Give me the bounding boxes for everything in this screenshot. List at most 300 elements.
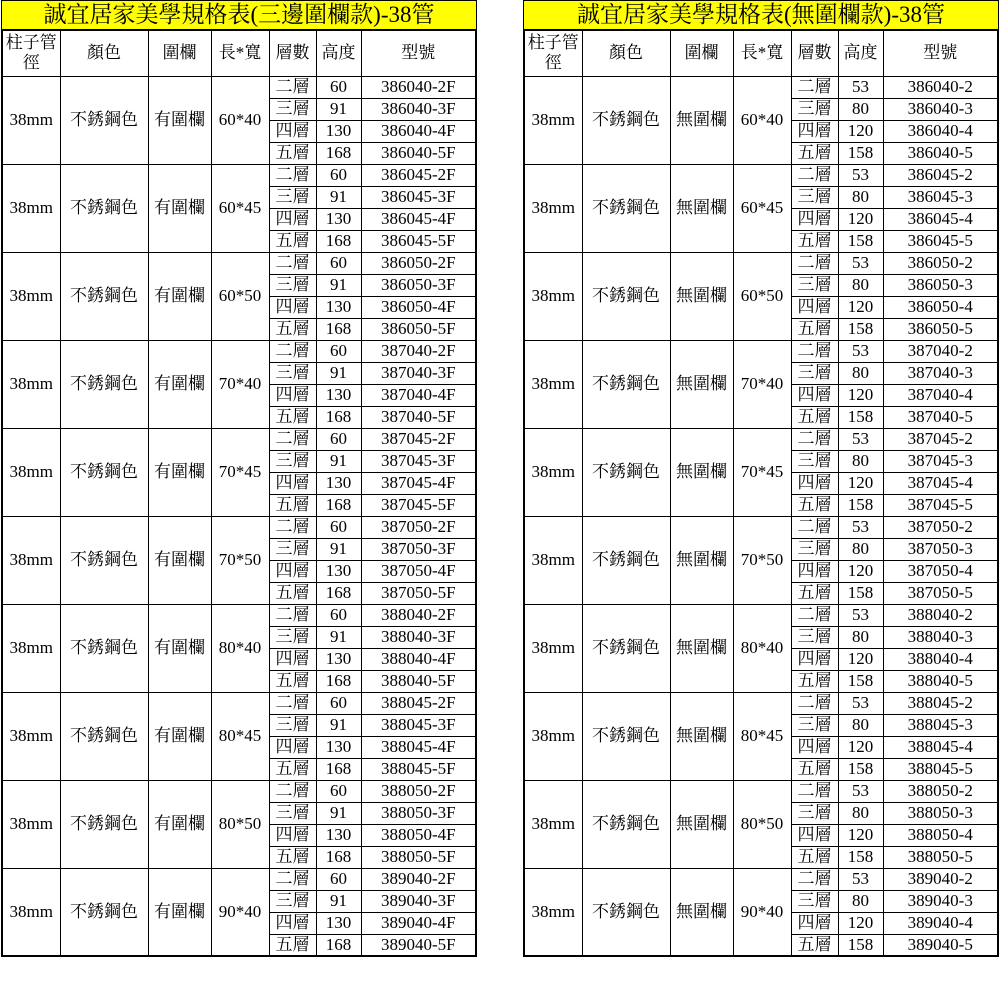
height-cell: 158 [838, 230, 883, 252]
model-cell: 387045-4 [883, 472, 998, 494]
layers-cell: 二層 [269, 868, 316, 890]
height-cell: 91 [316, 362, 361, 384]
layers-cell: 四層 [791, 384, 838, 406]
spec-row [2, 340, 476, 362]
model-cell: 386045-2F [361, 164, 476, 186]
height-cell: 53 [838, 516, 883, 538]
height-cell: 120 [838, 384, 883, 406]
fence-cell: 無圍欄 [670, 428, 733, 516]
model-cell: 386050-5F [361, 318, 476, 340]
height-cell: 168 [316, 230, 361, 252]
model-cell: 388045-4F [361, 736, 476, 758]
color-cell: 不銹鋼色 [60, 868, 148, 956]
spec-row [524, 76, 998, 98]
spec-row [524, 780, 998, 802]
diameter-cell: 38mm [2, 76, 60, 164]
layers-cell: 五層 [791, 142, 838, 164]
layers-cell: 二層 [791, 516, 838, 538]
height-cell: 60 [316, 868, 361, 890]
diameter-cell: 38mm [524, 164, 582, 252]
fence-cell: 有圍欄 [148, 516, 211, 604]
model-cell: 386050-2F [361, 252, 476, 274]
height-cell: 120 [838, 736, 883, 758]
layers-cell: 四層 [269, 120, 316, 142]
height-cell: 60 [316, 692, 361, 714]
height-cell: 130 [316, 296, 361, 318]
height-cell: 120 [838, 120, 883, 142]
layers-cell: 四層 [269, 912, 316, 934]
layers-cell: 三層 [791, 450, 838, 472]
model-cell: 387045-2 [883, 428, 998, 450]
size-cell: 80*40 [733, 604, 791, 692]
height-cell: 158 [838, 318, 883, 340]
model-cell: 386040-4 [883, 120, 998, 142]
header-layers: 層數 [269, 30, 316, 76]
height-cell: 53 [838, 252, 883, 274]
model-cell: 386040-2 [883, 76, 998, 98]
size-cell: 90*40 [211, 868, 269, 956]
height-cell: 130 [316, 912, 361, 934]
spec-row [2, 164, 476, 186]
model-cell: 386045-4 [883, 208, 998, 230]
header-fence: 圍欄 [148, 30, 211, 76]
height-cell: 158 [838, 934, 883, 956]
size-cell: 80*45 [211, 692, 269, 780]
model-cell: 386040-5F [361, 142, 476, 164]
fence-cell: 有圍欄 [148, 76, 211, 164]
size-cell: 60*50 [211, 252, 269, 340]
model-cell: 387045-5F [361, 494, 476, 516]
fence-cell: 無圍欄 [670, 868, 733, 956]
header-diameter: 柱子管徑 [524, 30, 582, 76]
layers-cell: 四層 [791, 648, 838, 670]
layers-cell: 五層 [791, 406, 838, 428]
header-color: 顏色 [582, 30, 670, 76]
layers-cell: 四層 [791, 912, 838, 934]
model-cell: 388040-5F [361, 670, 476, 692]
model-cell: 389040-2F [361, 868, 476, 890]
model-cell: 388050-2F [361, 780, 476, 802]
height-cell: 130 [316, 648, 361, 670]
model-cell: 387045-3 [883, 450, 998, 472]
layers-cell: 五層 [269, 142, 316, 164]
model-cell: 389040-4F [361, 912, 476, 934]
spec-row [2, 692, 476, 714]
size-cell: 70*45 [733, 428, 791, 516]
model-cell: 387045-3F [361, 450, 476, 472]
height-cell: 158 [838, 846, 883, 868]
header-color: 顏色 [60, 30, 148, 76]
header-fence: 圍欄 [670, 30, 733, 76]
model-cell: 387050-2F [361, 516, 476, 538]
spec-row [2, 76, 476, 98]
height-cell: 91 [316, 274, 361, 296]
model-cell: 386050-4F [361, 296, 476, 318]
height-cell: 80 [838, 538, 883, 560]
layers-cell: 五層 [791, 846, 838, 868]
diameter-cell: 38mm [2, 868, 60, 956]
layers-cell: 二層 [269, 252, 316, 274]
model-cell: 386045-3 [883, 186, 998, 208]
layers-cell: 四層 [791, 560, 838, 582]
layers-cell: 四層 [791, 120, 838, 142]
height-cell: 80 [838, 714, 883, 736]
size-cell: 60*45 [733, 164, 791, 252]
layers-cell: 五層 [791, 318, 838, 340]
height-cell: 53 [838, 428, 883, 450]
layers-cell: 五層 [269, 318, 316, 340]
model-cell: 387040-4 [883, 384, 998, 406]
height-cell: 60 [316, 516, 361, 538]
height-cell: 158 [838, 494, 883, 516]
layers-cell: 五層 [269, 670, 316, 692]
header-height: 高度 [316, 30, 361, 76]
height-cell: 80 [838, 890, 883, 912]
model-cell: 386050-2 [883, 252, 998, 274]
color-cell: 不銹鋼色 [582, 76, 670, 164]
color-cell: 不銹鋼色 [582, 692, 670, 780]
layers-cell: 四層 [791, 472, 838, 494]
model-cell: 388050-4 [883, 824, 998, 846]
model-cell: 386045-2 [883, 164, 998, 186]
fence-cell: 無圍欄 [670, 604, 733, 692]
height-cell: 130 [316, 472, 361, 494]
height-cell: 120 [838, 648, 883, 670]
layers-cell: 五層 [269, 406, 316, 428]
height-cell: 168 [316, 846, 361, 868]
layers-cell: 二層 [791, 868, 838, 890]
layers-cell: 三層 [791, 626, 838, 648]
height-cell: 80 [838, 186, 883, 208]
height-cell: 60 [316, 780, 361, 802]
model-cell: 388050-5F [361, 846, 476, 868]
fence-cell: 無圍欄 [670, 340, 733, 428]
model-cell: 388050-3F [361, 802, 476, 824]
spec-row [2, 428, 476, 450]
model-cell: 386050-3 [883, 274, 998, 296]
header-model: 型號 [361, 30, 476, 76]
model-cell: 386040-3F [361, 98, 476, 120]
size-cell: 80*50 [733, 780, 791, 868]
color-cell: 不銹鋼色 [582, 604, 670, 692]
model-cell: 388045-5 [883, 758, 998, 780]
model-cell: 387050-5F [361, 582, 476, 604]
fence-cell: 有圍欄 [148, 340, 211, 428]
spec-row [524, 428, 998, 450]
diameter-cell: 38mm [524, 252, 582, 340]
layers-cell: 二層 [791, 252, 838, 274]
fence-cell: 無圍欄 [670, 252, 733, 340]
header-size: 長*寬 [211, 30, 269, 76]
height-cell: 130 [316, 560, 361, 582]
diameter-cell: 38mm [2, 692, 60, 780]
model-cell: 388045-2 [883, 692, 998, 714]
layers-cell: 二層 [791, 340, 838, 362]
model-cell: 388045-4 [883, 736, 998, 758]
color-cell: 不銹鋼色 [60, 516, 148, 604]
size-cell: 90*40 [733, 868, 791, 956]
model-cell: 387050-4F [361, 560, 476, 582]
height-cell: 60 [316, 604, 361, 626]
size-cell: 60*50 [733, 252, 791, 340]
model-cell: 389040-4 [883, 912, 998, 934]
height-cell: 53 [838, 604, 883, 626]
model-cell: 387040-5 [883, 406, 998, 428]
height-cell: 158 [838, 670, 883, 692]
diameter-cell: 38mm [2, 428, 60, 516]
layers-cell: 四層 [269, 736, 316, 758]
spec-row [524, 604, 998, 626]
spec-row [2, 780, 476, 802]
layers-cell: 二層 [269, 340, 316, 362]
layers-cell: 三層 [791, 362, 838, 384]
layers-cell: 二層 [269, 164, 316, 186]
layers-cell: 五層 [791, 494, 838, 516]
height-cell: 80 [838, 98, 883, 120]
layers-cell: 五層 [269, 494, 316, 516]
layers-cell: 四層 [269, 824, 316, 846]
height-cell: 120 [838, 560, 883, 582]
height-cell: 168 [316, 934, 361, 956]
diameter-cell: 38mm [524, 780, 582, 868]
layers-cell: 二層 [269, 780, 316, 802]
height-cell: 53 [838, 164, 883, 186]
fence-cell: 無圍欄 [670, 692, 733, 780]
model-cell: 387040-3 [883, 362, 998, 384]
table-title-unfenced: 誠宜居家美學規格表(無圍欄款)-38管 [523, 0, 999, 29]
color-cell: 不銹鋼色 [60, 76, 148, 164]
height-cell: 130 [316, 736, 361, 758]
size-cell: 80*45 [733, 692, 791, 780]
height-cell: 53 [838, 868, 883, 890]
table-block-unfenced [523, 0, 999, 957]
height-cell: 53 [838, 692, 883, 714]
color-cell: 不銹鋼色 [60, 252, 148, 340]
fence-cell: 無圍欄 [670, 516, 733, 604]
layers-cell: 五層 [791, 582, 838, 604]
height-cell: 91 [316, 626, 361, 648]
layers-cell: 五層 [269, 846, 316, 868]
diameter-cell: 38mm [524, 76, 582, 164]
header-height: 高度 [838, 30, 883, 76]
table-title-fenced: 誠宜居家美學規格表(三邊圍欄款)-38管 [1, 0, 477, 29]
fence-cell: 有圍欄 [148, 780, 211, 868]
layers-cell: 四層 [269, 384, 316, 406]
diameter-cell: 38mm [2, 252, 60, 340]
layers-cell: 四層 [269, 560, 316, 582]
spec-row [524, 868, 998, 890]
height-cell: 60 [316, 428, 361, 450]
height-cell: 130 [316, 208, 361, 230]
layers-cell: 二層 [791, 164, 838, 186]
diameter-cell: 38mm [524, 428, 582, 516]
layers-cell: 三層 [791, 538, 838, 560]
model-cell: 388050-4F [361, 824, 476, 846]
height-cell: 158 [838, 582, 883, 604]
model-cell: 387045-4F [361, 472, 476, 494]
model-cell: 389040-2 [883, 868, 998, 890]
model-cell: 386050-3F [361, 274, 476, 296]
height-cell: 120 [838, 912, 883, 934]
fence-cell: 有圍欄 [148, 428, 211, 516]
diameter-cell: 38mm [524, 516, 582, 604]
model-cell: 386045-5F [361, 230, 476, 252]
layers-cell: 五層 [269, 230, 316, 252]
height-cell: 120 [838, 824, 883, 846]
model-cell: 387045-2F [361, 428, 476, 450]
model-cell: 388045-3F [361, 714, 476, 736]
model-cell: 389040-3 [883, 890, 998, 912]
height-cell: 120 [838, 208, 883, 230]
fence-cell: 有圍欄 [148, 164, 211, 252]
model-cell: 387050-4 [883, 560, 998, 582]
layers-cell: 二層 [269, 692, 316, 714]
height-cell: 60 [316, 252, 361, 274]
spec-table-unfenced [523, 29, 999, 957]
height-cell: 53 [838, 340, 883, 362]
layers-cell: 二層 [791, 76, 838, 98]
model-cell: 388045-3 [883, 714, 998, 736]
color-cell: 不銹鋼色 [60, 340, 148, 428]
layers-cell: 三層 [791, 186, 838, 208]
spec-row [2, 252, 476, 274]
size-cell: 70*45 [211, 428, 269, 516]
size-cell: 60*45 [211, 164, 269, 252]
model-cell: 387040-2 [883, 340, 998, 362]
height-cell: 168 [316, 142, 361, 164]
layers-cell: 三層 [791, 98, 838, 120]
layers-cell: 三層 [269, 890, 316, 912]
table-block-fenced [1, 0, 477, 957]
fence-cell: 無圍欄 [670, 780, 733, 868]
height-cell: 80 [838, 626, 883, 648]
height-cell: 60 [316, 76, 361, 98]
color-cell: 不銹鋼色 [582, 516, 670, 604]
layers-cell: 五層 [791, 758, 838, 780]
height-cell: 130 [316, 120, 361, 142]
layers-cell: 三層 [269, 802, 316, 824]
size-cell: 70*50 [211, 516, 269, 604]
spec-row [2, 868, 476, 890]
diameter-cell: 38mm [2, 164, 60, 252]
height-cell: 168 [316, 318, 361, 340]
layers-cell: 四層 [269, 648, 316, 670]
layers-cell: 三層 [269, 186, 316, 208]
fence-cell: 有圍欄 [148, 604, 211, 692]
header-row [2, 30, 476, 76]
color-cell: 不銹鋼色 [582, 252, 670, 340]
model-cell: 387040-3F [361, 362, 476, 384]
color-cell: 不銹鋼色 [582, 780, 670, 868]
layers-cell: 四層 [269, 296, 316, 318]
size-cell: 80*50 [211, 780, 269, 868]
color-cell: 不銹鋼色 [60, 780, 148, 868]
height-cell: 60 [316, 340, 361, 362]
model-cell: 389040-5 [883, 934, 998, 956]
height-cell: 60 [316, 164, 361, 186]
height-cell: 168 [316, 670, 361, 692]
diameter-cell: 38mm [524, 868, 582, 956]
spec-row [524, 252, 998, 274]
model-cell: 388050-2 [883, 780, 998, 802]
layers-cell: 五層 [269, 758, 316, 780]
height-cell: 130 [316, 384, 361, 406]
layers-cell: 三層 [269, 714, 316, 736]
height-cell: 91 [316, 802, 361, 824]
height-cell: 158 [838, 406, 883, 428]
header-diameter: 柱子管徑 [2, 30, 60, 76]
spec-row [524, 692, 998, 714]
height-cell: 53 [838, 780, 883, 802]
height-cell: 120 [838, 472, 883, 494]
spec-row [524, 340, 998, 362]
height-cell: 158 [838, 758, 883, 780]
layers-cell: 四層 [791, 736, 838, 758]
height-cell: 53 [838, 76, 883, 98]
diameter-cell: 38mm [524, 604, 582, 692]
color-cell: 不銹鋼色 [582, 340, 670, 428]
model-cell: 388050-3 [883, 802, 998, 824]
layers-cell: 二層 [791, 780, 838, 802]
height-cell: 80 [838, 802, 883, 824]
size-cell: 60*40 [733, 76, 791, 164]
layers-cell: 四層 [269, 208, 316, 230]
layers-cell: 三層 [791, 274, 838, 296]
layers-cell: 三層 [269, 274, 316, 296]
layers-cell: 四層 [791, 208, 838, 230]
model-cell: 388045-2F [361, 692, 476, 714]
layers-cell: 二層 [269, 76, 316, 98]
layers-cell: 二層 [791, 692, 838, 714]
height-cell: 168 [316, 494, 361, 516]
height-cell: 80 [838, 274, 883, 296]
diameter-cell: 38mm [524, 692, 582, 780]
color-cell: 不銹鋼色 [60, 604, 148, 692]
color-cell: 不銹鋼色 [60, 692, 148, 780]
layers-cell: 四層 [791, 824, 838, 846]
spec-row [524, 164, 998, 186]
spec-table-fenced [1, 29, 477, 957]
model-cell: 388040-4F [361, 648, 476, 670]
layers-cell: 三層 [791, 802, 838, 824]
spec-row [524, 516, 998, 538]
model-cell: 386045-5 [883, 230, 998, 252]
model-cell: 387050-5 [883, 582, 998, 604]
color-cell: 不銹鋼色 [582, 428, 670, 516]
color-cell: 不銹鋼色 [60, 164, 148, 252]
height-cell: 168 [316, 758, 361, 780]
height-cell: 91 [316, 450, 361, 472]
model-cell: 389040-5F [361, 934, 476, 956]
layers-cell: 五層 [269, 934, 316, 956]
model-cell: 386045-3F [361, 186, 476, 208]
model-cell: 386050-4 [883, 296, 998, 318]
height-cell: 130 [316, 824, 361, 846]
layers-cell: 二層 [791, 604, 838, 626]
model-cell: 386040-2F [361, 76, 476, 98]
spec-row [2, 516, 476, 538]
size-cell: 70*50 [733, 516, 791, 604]
model-cell: 388040-2 [883, 604, 998, 626]
layers-cell: 四層 [791, 296, 838, 318]
model-cell: 387050-2 [883, 516, 998, 538]
height-cell: 80 [838, 362, 883, 384]
layers-cell: 二層 [269, 604, 316, 626]
layers-cell: 五層 [791, 670, 838, 692]
model-cell: 386040-3 [883, 98, 998, 120]
header-row [524, 30, 998, 76]
diameter-cell: 38mm [2, 780, 60, 868]
